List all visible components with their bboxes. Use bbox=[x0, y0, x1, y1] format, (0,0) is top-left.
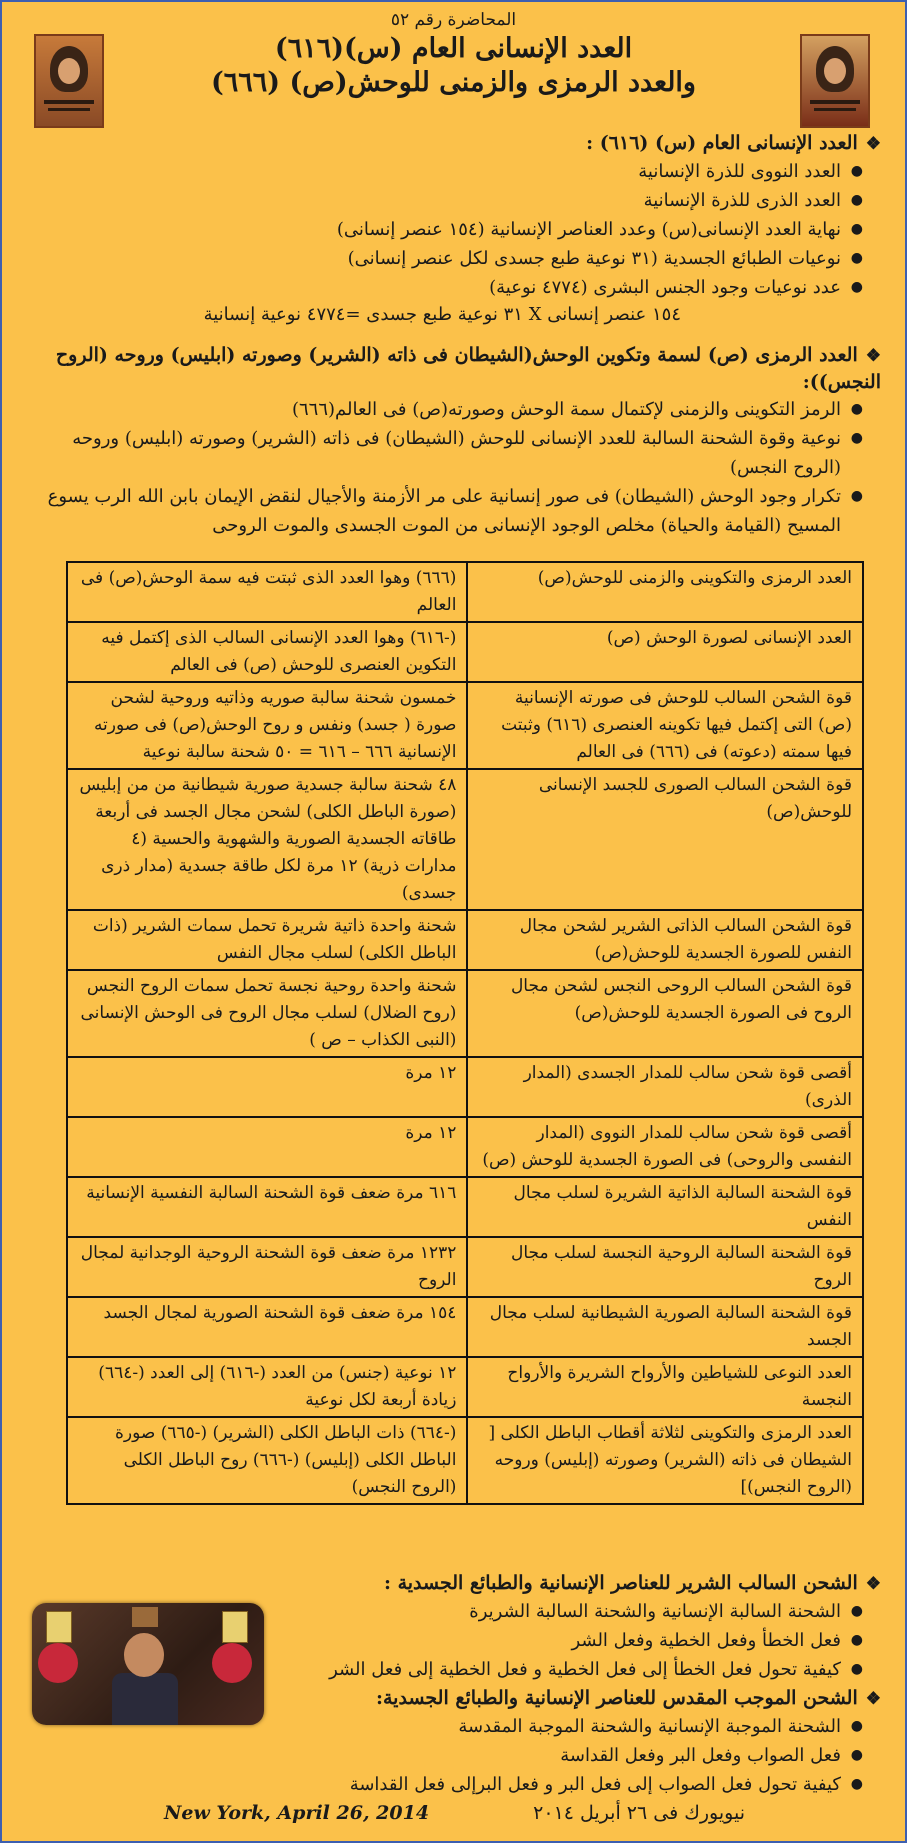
table-row bbox=[67, 1417, 863, 1504]
table-cell-value: شحنة واحدة ذاتية شريرة تحمل سمات الشرير (ذات الباطل الكلى) لسلب مجال النفس bbox=[67, 910, 467, 970]
diamond-bullet-icon: ❖ bbox=[865, 1689, 881, 1709]
bullet-list bbox=[281, 1597, 881, 1684]
speaker-photo bbox=[32, 1603, 264, 1725]
list-item-text: الشحنة الموجبة الإنسانية والشحنة الموجبة المقدسة bbox=[458, 1716, 841, 1737]
list-item bbox=[21, 273, 863, 302]
bullet-icon: ● bbox=[850, 279, 863, 295]
list-item-text: الرمز التكوينى والزمنى لإكتمال سمة الوحش وصورته(ص) فى العالم(٦٦٦) bbox=[291, 399, 841, 420]
list-item-text: نوعيات الطبائع الجسدية (٣١ نوعية طبع جسدى لكل عنصر إنسانى) bbox=[347, 248, 841, 269]
list-item-text: الشحنة السالبة الإنسانية والشحنة السالبة الشريرة bbox=[469, 1601, 841, 1622]
table-body bbox=[67, 562, 863, 1504]
table-cell-value: ١٢ مرة bbox=[67, 1117, 467, 1177]
list-item-text: كيفية تحول فعل الصواب إلى فعل البر و فعل البرإلى فعل القداسة bbox=[349, 1774, 841, 1795]
table-cell-label: أقصى قوة شحن سالب للمدار النووى (المدار النفسى والروحى) فى الصورة الجسدية للوحش (ص) bbox=[467, 1117, 863, 1177]
list-item-text: نهاية العدد الإنسانى(س) وعدد العناصر الإنسانية (١٥٤ عنصر إنسانى) bbox=[336, 219, 841, 240]
bullet-icon: ● bbox=[850, 1603, 863, 1619]
section-heading bbox=[21, 130, 881, 157]
table-cell-value: ١٢٣٢ مرة ضعف قوة الشحنة الروحية الوجدانية لمجال الروح bbox=[67, 1237, 467, 1297]
list-item bbox=[281, 1626, 863, 1655]
list-item-text: فعل الصواب وفعل البر وفعل القداسة bbox=[560, 1745, 841, 1766]
bullet-icon: ● bbox=[850, 488, 863, 504]
page-title-line1: العدد الإنسانى العام (س)(٦١٦) bbox=[274, 33, 633, 64]
table-cell-value: ١٥٤ مرة ضعف قوة الشحنة الصورية لمجال الجسد bbox=[67, 1297, 467, 1357]
table-cell-value: ٦١٦ مرة ضعف قوة الشحنة السالبة النفسية الإنسانية bbox=[67, 1177, 467, 1237]
table-row bbox=[67, 1237, 863, 1297]
table-row bbox=[67, 562, 863, 622]
bullet-icon: ● bbox=[850, 1747, 863, 1763]
table-cell-label: قوة الشحنة السالبة الروحية النجسة لسلب مجال الروح bbox=[467, 1237, 863, 1297]
table-row bbox=[67, 682, 863, 769]
list-item bbox=[21, 186, 863, 215]
section-symbolic-number bbox=[21, 342, 881, 540]
section-heading-text: العدد الرمزى (ص) لسمة وتكوين الوحش(الشيطان فى ذاته (الشرير) وصورته (ابليس) وروحه (الروح النجس)): bbox=[55, 344, 881, 393]
list-item bbox=[21, 395, 863, 424]
bullet-icon: ● bbox=[850, 192, 863, 208]
footer-date-english: New York, April 26, 2014 bbox=[164, 1802, 430, 1824]
table-cell-value: (-٦٦٤) ذات الباطل الكلى (الشرير) (-٦٦٥) صورة الباطل الكلى (إبليس) (-٦٦٦) روح الباطل الكلى (الروح النجس) bbox=[67, 1417, 467, 1504]
list-item-text: عدد نوعيات وجود الجنس البشرى (٤٧٧٤ نوعية) bbox=[489, 277, 841, 298]
table-cell-label: العدد الرمزى والتكوينى والزمنى للوحش(ص) bbox=[467, 562, 863, 622]
table-cell-label: قوة الشحن السالب للوحش فى صورته الإنسانية (ص) التى إكتمل فيها تكوينه العنصرى (٦١٦) وثبتت فيها سمته (دعوته) فى (٦٦٦) فى العالم bbox=[467, 682, 863, 769]
table-cell-value: (-٦١٦) وهوا العدد الإنسانى السالب الذى إكتمل فيه التكوين العنصرى للوحش (ص) فى العالم bbox=[67, 622, 467, 682]
table-cell-value: ١٢ مرة bbox=[67, 1057, 467, 1117]
table-cell-value: ٤٨ شحنة سالبة جسدية صورية شيطانية من من إبليس (صورة الباطل الكلى) لشحن مجال الجسد فى أربعة طاقاته الجسدية الصورية والشهوية والحسية (٤ مدارات ذرية) ١٢ مرة لكل طاقة جسدية (مدار ذرى جسدى) bbox=[67, 769, 467, 910]
table-cell-label: قوة الشحنة السالبة الذاتية الشريرة لسلب مجال النفس bbox=[467, 1177, 863, 1237]
table-row bbox=[67, 769, 863, 910]
section-positive-charge bbox=[281, 1685, 881, 1799]
table-cell-label: أقصى قوة شحن سالب للمدار الجسدى (المدار الذرى) bbox=[467, 1057, 863, 1117]
section-heading-text: الشحن السالب الشرير للعناصر الإنسانية والطبائع الجسدية : bbox=[383, 1572, 858, 1594]
section-negative-charge bbox=[281, 1570, 881, 1684]
table-cell-label: قوة الشحن السالب الصورى للجسد الإنسانى للوحش(ص) bbox=[467, 769, 863, 910]
table-row bbox=[67, 1057, 863, 1117]
bullet-icon: ● bbox=[850, 250, 863, 266]
list-item bbox=[21, 244, 863, 273]
bullet-icon: ● bbox=[850, 430, 863, 446]
table-cell-label: العدد الإنسانى لصورة الوحش (ص) bbox=[467, 622, 863, 682]
table-cell-value: خمسون شحنة سالبة صوريه وذاتيه وروحية لشحن صورة ( جسد) ونفس و روح الوحش(ص) فى صورته الإنسانية ٦٦٦ – ٦١٦ = ٥٠ شحنة سالبة نوعية bbox=[67, 682, 467, 769]
table-row bbox=[67, 970, 863, 1057]
table-cell-label: قوة الشحن السالب الذاتى الشرير لشحن مجال النفس للصورة الجسدية للوحش(ص) bbox=[467, 910, 863, 970]
list-item bbox=[281, 1655, 863, 1684]
table-row bbox=[67, 622, 863, 682]
list-item-text: تكرار وجود الوحش (الشيطان) فى صور إنسانية على مر الأزمنة والأجيال لنقض الإيمان بابن الله الرب يسوع المسيح (القيامة والحياة) مخلص الوجود الإنسانى من الموت الجسدى والموت الروحى bbox=[47, 486, 841, 536]
list-item bbox=[21, 482, 863, 540]
table-cell-label: العدد الرمزى والتكوينى لثلاثة أقطاب الباطل الكلى [ الشيطان فى ذاته (الشرير) وصورته (إبليس) وروحه (الروح النجس)] bbox=[467, 1417, 863, 1504]
section-heading-text: الشحن الموجب المقدس للعناصر الإنسانية والطبائع الجسدية: bbox=[375, 1687, 858, 1709]
diamond-bullet-icon: ❖ bbox=[865, 134, 881, 154]
section-heading bbox=[281, 1685, 881, 1712]
bullet-icon: ● bbox=[850, 1661, 863, 1677]
table-cell-value: ١٢ نوعية (جنس) من العدد (-٦١٦) إلى العدد (-٦٦٤) زيادة أربعة لكل نوعية bbox=[67, 1357, 467, 1417]
list-item bbox=[281, 1597, 863, 1626]
page-header bbox=[2, 10, 905, 100]
table-row bbox=[67, 1357, 863, 1417]
list-item bbox=[21, 424, 863, 482]
bullet-icon: ● bbox=[850, 1718, 863, 1734]
table-row bbox=[67, 910, 863, 970]
number-table bbox=[66, 561, 864, 1505]
table-row bbox=[67, 1117, 863, 1177]
table-row bbox=[67, 1297, 863, 1357]
lecture-number: المحاضرة رقم ٥٢ bbox=[390, 10, 517, 30]
section-general-human-number bbox=[21, 130, 881, 328]
diamond-bullet-icon: ❖ bbox=[865, 346, 881, 366]
list-item-text: نوعية وقوة الشحنة السالبة للعدد الإنسانى للوحش (الشيطان) فى ذاته (الشرير) وصورته (ابليس) وروحه (الروح النجس) bbox=[72, 428, 841, 478]
table-cell-label: قوة الشحن السالب الروحى النجس لشحن مجال الروح فى الصورة الجسدية للوحش(ص) bbox=[467, 970, 863, 1057]
table-cell-label: العدد النوعى للشياطين والأرواح الشريرة والأرواح النجسة bbox=[467, 1357, 863, 1417]
bullet-list bbox=[21, 395, 881, 540]
footer-date-arabic: نيويورك فى ٢٦ أبريل ٢٠١٤ bbox=[533, 1802, 745, 1824]
calculation-line: ١٥٤ عنصر إنسانى X ٣١ نوعية طبع جسدى =٤٧٧٤ نوعية إنسانية bbox=[203, 304, 681, 325]
table-cell-value: شحنة واحدة روحية نجسة تحمل سمات الروح النجس (روح الضلال) لسلب مجال الروح فى الوحش الإنسانى (النبى الكذاب – ص ) bbox=[67, 970, 467, 1057]
list-item-text: العدد النووى للذرة الإنسانية bbox=[638, 161, 841, 182]
section-heading-text: العدد الإنسانى العام (س) (٦١٦) : bbox=[586, 132, 858, 154]
bullet-icon: ● bbox=[850, 163, 863, 179]
list-item-text: كيفية تحول فعل الخطأ إلى فعل الخطية و فعل الخطية إلى فعل الشر bbox=[329, 1659, 841, 1680]
bullet-list bbox=[281, 1712, 881, 1799]
bullet-list bbox=[21, 157, 881, 302]
bullet-icon: ● bbox=[850, 1632, 863, 1648]
list-item-text: العدد الذرى للذرة الإنسانية bbox=[643, 190, 841, 211]
list-item bbox=[21, 157, 863, 186]
section-heading bbox=[281, 1570, 881, 1597]
bullet-icon: ● bbox=[850, 401, 863, 417]
list-item bbox=[281, 1770, 863, 1799]
list-item bbox=[281, 1741, 863, 1770]
diamond-bullet-icon: ❖ bbox=[865, 1574, 881, 1594]
page-title-line2: والعدد الرمزى والزمنى للوحش(ص) (٦٦٦) bbox=[211, 67, 696, 98]
table-cell-label: قوة الشحنة السالبة الصورية الشيطانية لسلب مجال الجسد bbox=[467, 1297, 863, 1357]
section-heading bbox=[21, 342, 881, 395]
list-item-text: فعل الخطأ وفعل الخطية وفعل الشر bbox=[571, 1630, 841, 1651]
list-item bbox=[21, 215, 863, 244]
bullet-icon: ● bbox=[850, 221, 863, 237]
table-row bbox=[67, 1177, 863, 1237]
bullet-icon: ● bbox=[850, 1776, 863, 1792]
table-cell-value: (٦٦٦) وهوا العدد الذى ثبتت فيه سمة الوحش(ص) فى العالم bbox=[67, 562, 467, 622]
list-item bbox=[281, 1712, 863, 1741]
